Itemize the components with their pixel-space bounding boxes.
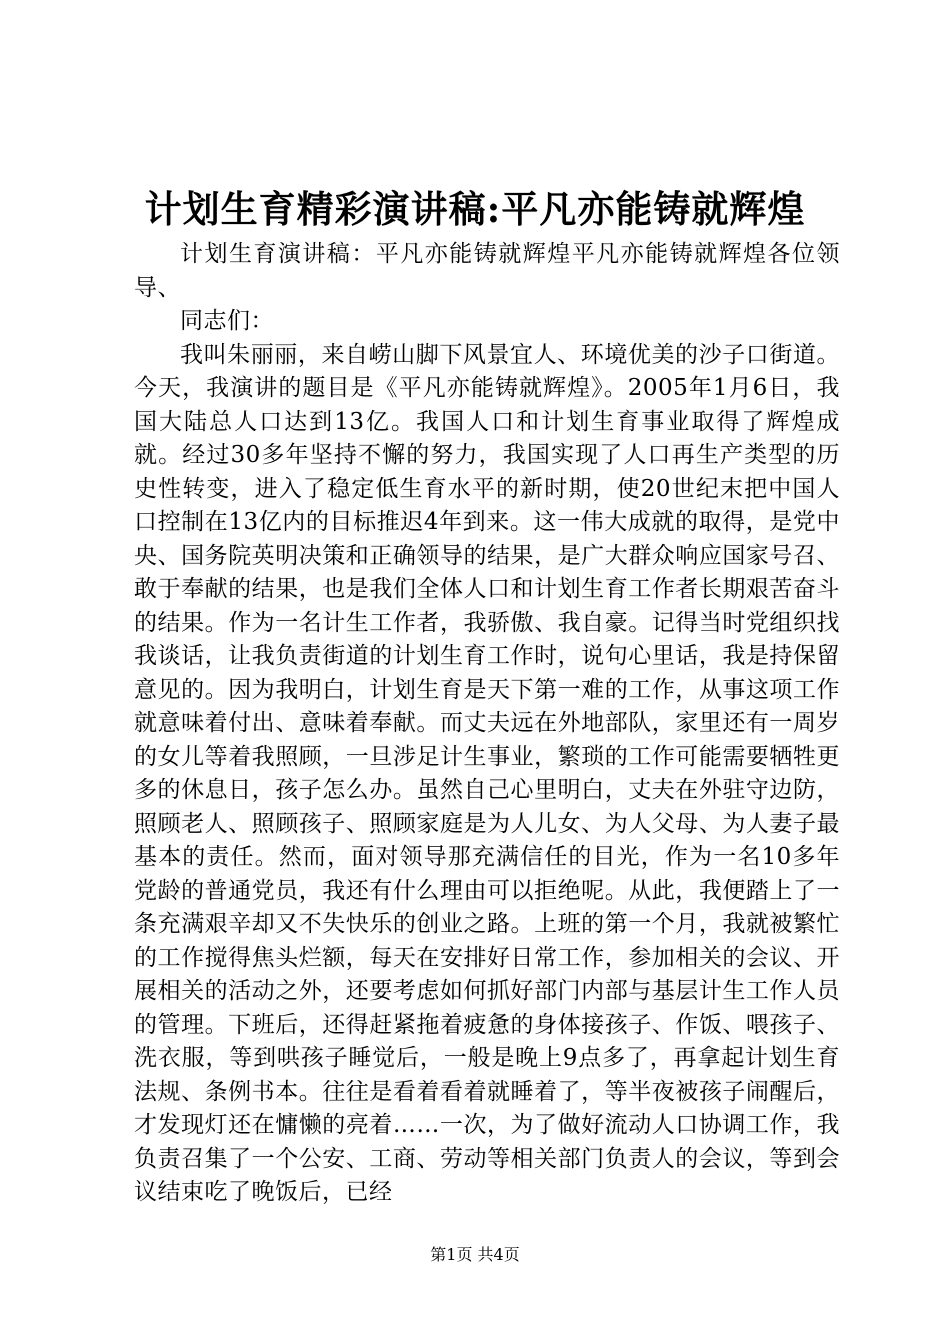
body-paragraph: 同志们： [180,308,274,334]
body-paragraph: 我叫朱丽丽，来自崂山脚下风景宜人、环境优美的沙子口街道。今天，我演讲的题目是《平凡亦能铸就辉煌》。2005年1月6日，我国大陆总人口达到13亿。我国人口和计划生育事业取得了辉煌成就。经过30多年坚持不懈的努力，我国实现了人口再生产类型的历史性转变，进入了稳定低生育水平的新时期，使20世纪末把中国人口控制在13亿内的目标推迟4年到来。这一伟大成就的取得，是党中央、国务院英明决策和正确领导的结果，是广大群众响应国家号召、敢于奉献的结果，也是我们全体人口和计划生育工作者长期艰苦奋斗的结果。作为一名计生工作者，我骄傲、我自豪。记得当时党组织找我谈话，让我负责街道的计划生育工作时，说句心里话，我是持保留意见的。因为我明白，计划生育是天下第一难的工作，从事这项工作就意味着付出、意味着奉献。而丈夫远在外地部队，家里还有一周岁的女儿等着我照顾，一旦涉足计生事业，繁琐的工作可能需要牺牲更多的休息日，孩子怎么办。虽然自己心里明白，丈夫在外驻守边防，照顾老人、照顾孩子、照顾家庭是为人儿女、为人父母、为人妻子最基本的责任。然而，面对领导那充满信任的目光，作为一名10多年党龄的普通党员，我还有什么理由可以拒绝呢。从此，我便踏上了一条充满艰辛却又不失快乐的创业之路。上班的第一个月，我就被繁忙的工作搅得焦头烂额，每天在安排好日常工作，参加相关的会议、开展相关的活动之外，还要考虑如何抓好部门内部与基层计生工作人员的管理。下班后，还得赶紧拖着疲惫的身体接孩子、作饭、喂孩子、洗衣服，等到哄孩子睡觉后，一般是晚上9点多了，再拿起计划生育法规、条例书本。往往是看着看着就睡着了，等半夜被孩子闹醒后，才发现灯还在慵懒的亮着……一次，为了做好流动人口协调工作，我负责召集了一个公安、工商、劳动等相关部门负责人的会议，等到会议结束吃了晚饭后，已经 [134,341,840,1205]
body-paragraph: 计划生育演讲稿：平凡亦能铸就辉煌平凡亦能铸就辉煌各位领导、 [134,241,840,301]
document-title: 计划生育精彩演讲稿:平凡亦能铸就辉煌 [144,187,806,231]
page-number-footer: 第1页 共4页 [430,1245,520,1264]
document-body [134,238,840,1210]
